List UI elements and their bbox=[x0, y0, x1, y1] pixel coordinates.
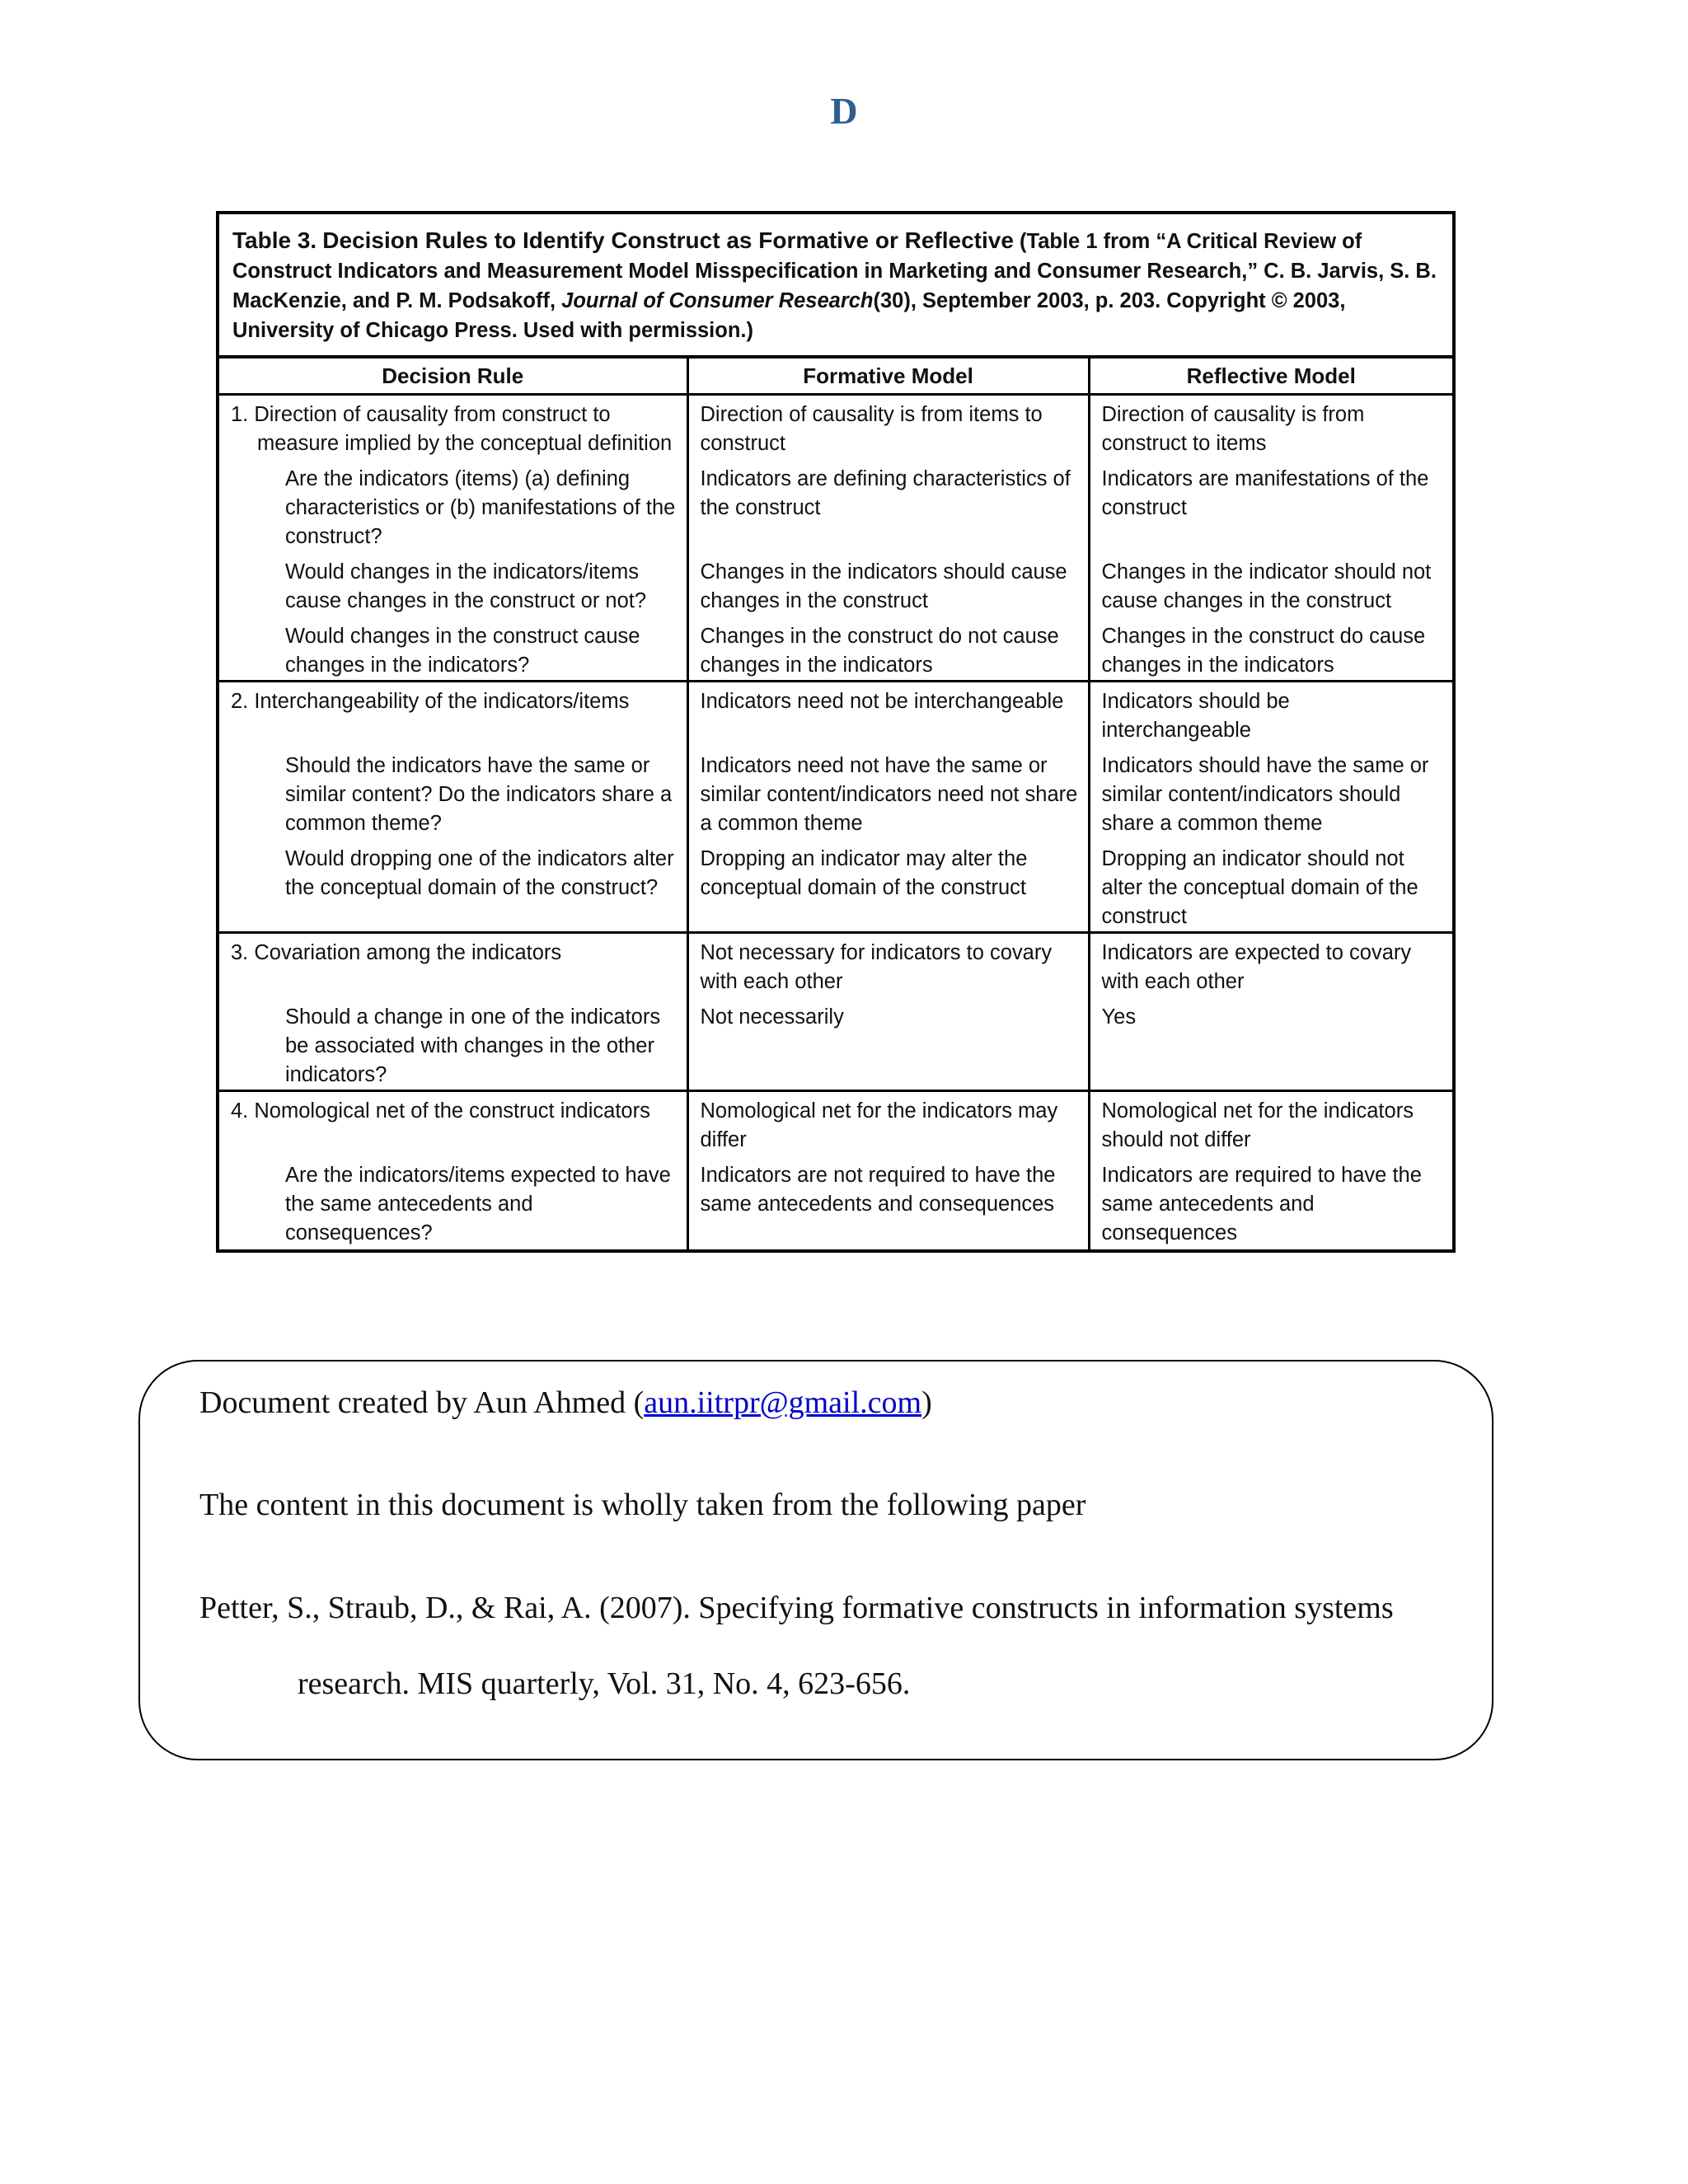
reflective-cell: Direction of causality is from construct to items bbox=[1089, 395, 1452, 459]
formative-cell: Not necessarily bbox=[687, 996, 1089, 1091]
formative-cell: Dropping an indicator may alter the conceptual domain of the construct bbox=[687, 838, 1089, 933]
citation-line-1: Petter, S., Straub, D., & Rai, A. (2007). Specifying formative constructs in information systems bbox=[199, 1591, 1394, 1625]
reflective-cell: Changes in the construct do cause changes in the indicators bbox=[1089, 616, 1452, 682]
table-caption bbox=[219, 214, 1452, 359]
rule-cell: 1. Direction of causality from construct to measure implied by the conceptual definition bbox=[231, 403, 673, 455]
rule-cell: 2. Interchangeability of the indicators/items bbox=[219, 682, 687, 746]
table-row bbox=[219, 1155, 1452, 1249]
caption-source-end: (30), September 2003, p. 203. Copyright © 2003, University of Chicago Press. Used with permission.) bbox=[232, 289, 1346, 342]
caption-title: Decision Rules to Identify Construct as Formative or Reflective bbox=[322, 227, 1014, 253]
caption-journal: Journal of Consumer Research bbox=[561, 289, 874, 312]
caption-label: Table 3. bbox=[232, 227, 317, 253]
reflective-cell: Yes bbox=[1089, 996, 1452, 1091]
header-decision-rule: Decision Rule bbox=[219, 359, 687, 395]
formative-cell: Nomological net for the indicators may differ bbox=[687, 1091, 1089, 1155]
table-row bbox=[219, 395, 1452, 459]
formative-cell: Indicators are not required to have the same antecedents and consequences bbox=[687, 1155, 1089, 1249]
reflective-cell: Nomological net for the indicators should not differ bbox=[1089, 1091, 1452, 1155]
rule-cell: 3. Covariation among the indicators bbox=[219, 933, 687, 997]
table-row bbox=[219, 682, 1452, 746]
header-formative-model: Formative Model bbox=[687, 359, 1089, 395]
reflective-cell: Indicators are expected to covary with each other bbox=[1089, 933, 1452, 997]
formative-cell: Indicators are defining characteristics of the construct bbox=[687, 458, 1089, 551]
created-by-close: ) bbox=[921, 1385, 932, 1420]
formative-cell: Changes in the indicators should cause changes in the construct bbox=[687, 551, 1089, 616]
table-header-row bbox=[219, 359, 1452, 395]
reflective-cell: Indicators are required to have the same antecedents and consequences bbox=[1089, 1155, 1452, 1249]
created-by-text: Document created by Aun Ahmed ( bbox=[199, 1385, 645, 1420]
table-row bbox=[219, 551, 1452, 616]
table-row bbox=[219, 745, 1452, 838]
decision-rules-table bbox=[216, 211, 1456, 1253]
table-row bbox=[219, 996, 1452, 1091]
citation-line-2: research. MIS quarterly, Vol. 31, No. 4, 623-656. bbox=[298, 1666, 911, 1701]
rule-cell: Would dropping one of the indicators alter the conceptual domain of the construct? bbox=[285, 847, 674, 899]
formative-cell: Indicators need not be interchangeable bbox=[687, 682, 1089, 746]
header-reflective-model: Reflective Model bbox=[1089, 359, 1452, 395]
page-letter: D bbox=[830, 90, 858, 132]
attribution-box bbox=[138, 1360, 1493, 1760]
rule-cell: Are the indicators/items expected to have the same antecedents and consequences? bbox=[285, 1164, 671, 1244]
formative-cell: Direction of causality is from items to construct bbox=[687, 395, 1089, 459]
table-row bbox=[219, 616, 1452, 682]
reflective-cell: Indicators should be interchangeable bbox=[1089, 682, 1452, 746]
caption-source: (Table 1 from “A Critical Review of Construct Indicators and Measurement Model Misspecification in Marketing and Consumer Research,” C. B. Jarvis, S. B. MacKenzie, and P. M. Podsakoff, bbox=[232, 230, 1437, 312]
reflective-cell: Indicators should have the same or similar content/indicators should share a common theme bbox=[1089, 745, 1452, 838]
reflective-cell: Dropping an indicator should not alter the conceptual domain of the construct bbox=[1089, 838, 1452, 933]
table-row bbox=[219, 838, 1452, 933]
rule-cell: Would changes in the construct cause changes in the indicators? bbox=[285, 625, 640, 677]
source-line: The content in this document is wholly taken from the following paper bbox=[199, 1488, 1086, 1522]
formative-cell: Changes in the construct do not cause changes in the indicators bbox=[687, 616, 1089, 682]
reflective-cell: Changes in the indicator should not cause changes in the construct bbox=[1089, 551, 1452, 616]
rule-cell: Would changes in the indicators/items cause changes in the construct or not? bbox=[285, 560, 647, 612]
formative-cell: Indicators need not have the same or similar content/indicators need not share a common theme bbox=[687, 745, 1089, 838]
rules-table bbox=[219, 359, 1452, 1249]
formative-cell: Not necessary for indicators to covary with each other bbox=[687, 933, 1089, 997]
table-row bbox=[219, 933, 1452, 997]
rule-cell: Should a change in one of the indicators be associated with changes in the other indicators? bbox=[285, 1005, 661, 1086]
table-row bbox=[219, 458, 1452, 551]
rule-cell: 4. Nomological net of the construct indicators bbox=[219, 1091, 687, 1155]
table-row bbox=[219, 1091, 1452, 1155]
reflective-cell: Indicators are manifestations of the construct bbox=[1089, 458, 1452, 551]
rule-cell: Should the indicators have the same or similar content? Do the indicators share a common theme? bbox=[285, 754, 673, 835]
email-link[interactable]: aun.iitrpr@gmail.com bbox=[644, 1385, 922, 1420]
rule-cell: Are the indicators (items) (a) defining characteristics or (b) manifestations of the construct? bbox=[285, 467, 676, 548]
created-by-line bbox=[199, 1385, 932, 1421]
